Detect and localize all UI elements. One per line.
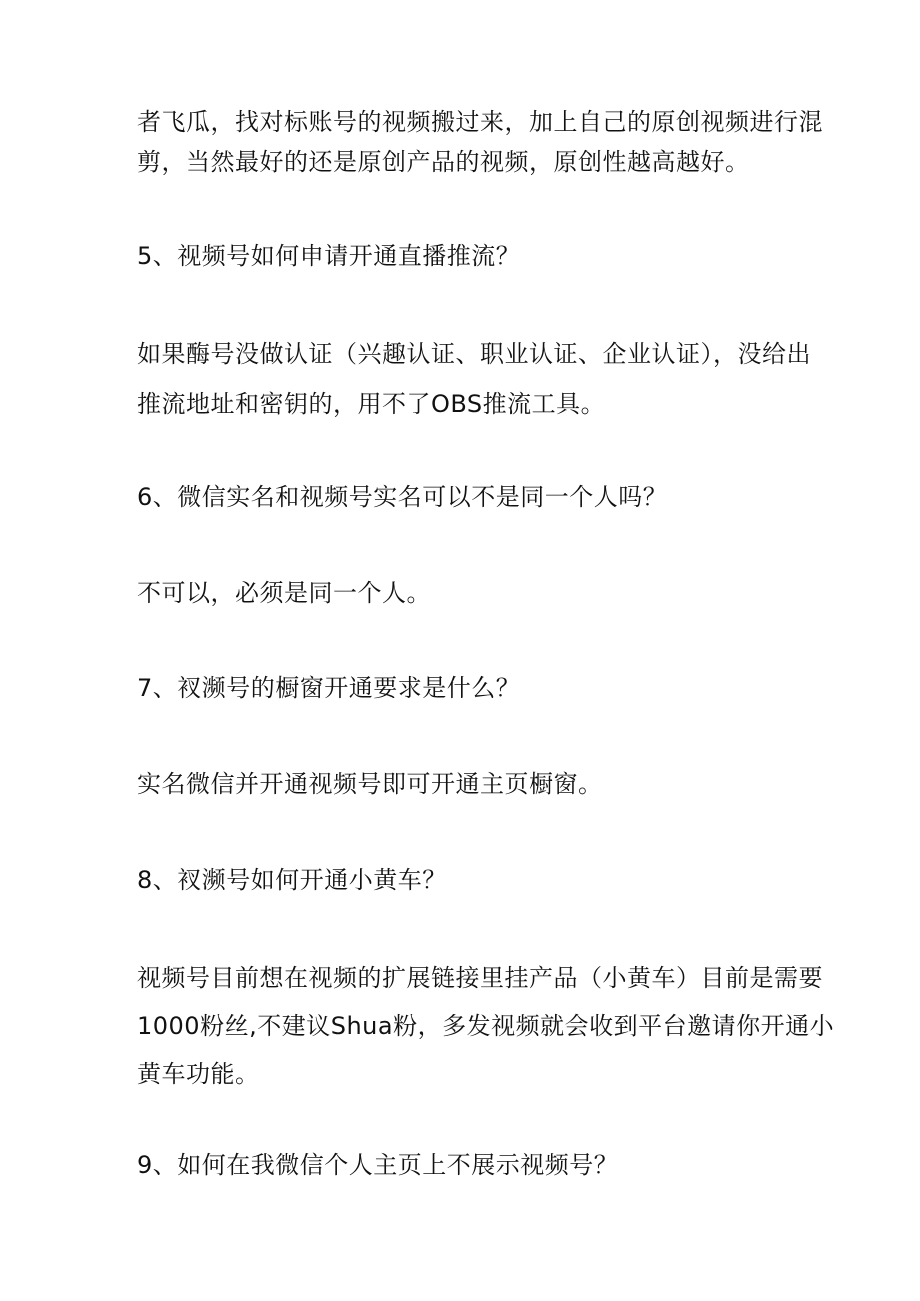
- paragraph-line: 如果酶号没做认证（兴趣认证、职业认证、企业认证），没给出: [137, 340, 811, 368]
- paragraph-line: 推流地址和密钥的，用不了OBS推流工具。: [137, 390, 606, 418]
- question-heading: 7、衩濒号的橱窗开通要求是什么？: [137, 674, 521, 702]
- question-heading: 9、如何在我微信个人主页上不展示视频号？: [137, 1151, 619, 1179]
- question-heading: 6、微信实名和视频号实名可以不是同一个人吗？: [137, 483, 668, 511]
- paragraph-line: 1000粉丝,不建议Shua粉，多发视频就会收到平台邀请你开通小: [137, 1012, 835, 1040]
- question-heading: 8、衩濒号如何开通小黄车？: [137, 866, 447, 894]
- paragraph-line: 黄车功能。: [137, 1060, 260, 1088]
- answer-line: 实名微信并开通视频号即可开通主页橱窗。: [137, 770, 603, 798]
- question-heading: 5、视频号如何申请开通直播推流？: [137, 242, 521, 270]
- paragraph-line: 者飞瓜，找对标账号的视频搬过来，加上自己的原创视频进行混: [137, 108, 823, 136]
- answer-line: 不可以，必须是同一个人。: [137, 579, 431, 607]
- paragraph-line: 剪，当然最好的还是原创产品的视频，原创性越高越好。: [137, 148, 750, 176]
- paragraph-line: 视频号目前想在视频的扩展链接里挂产品（小黄车）目前是需要: [137, 964, 823, 992]
